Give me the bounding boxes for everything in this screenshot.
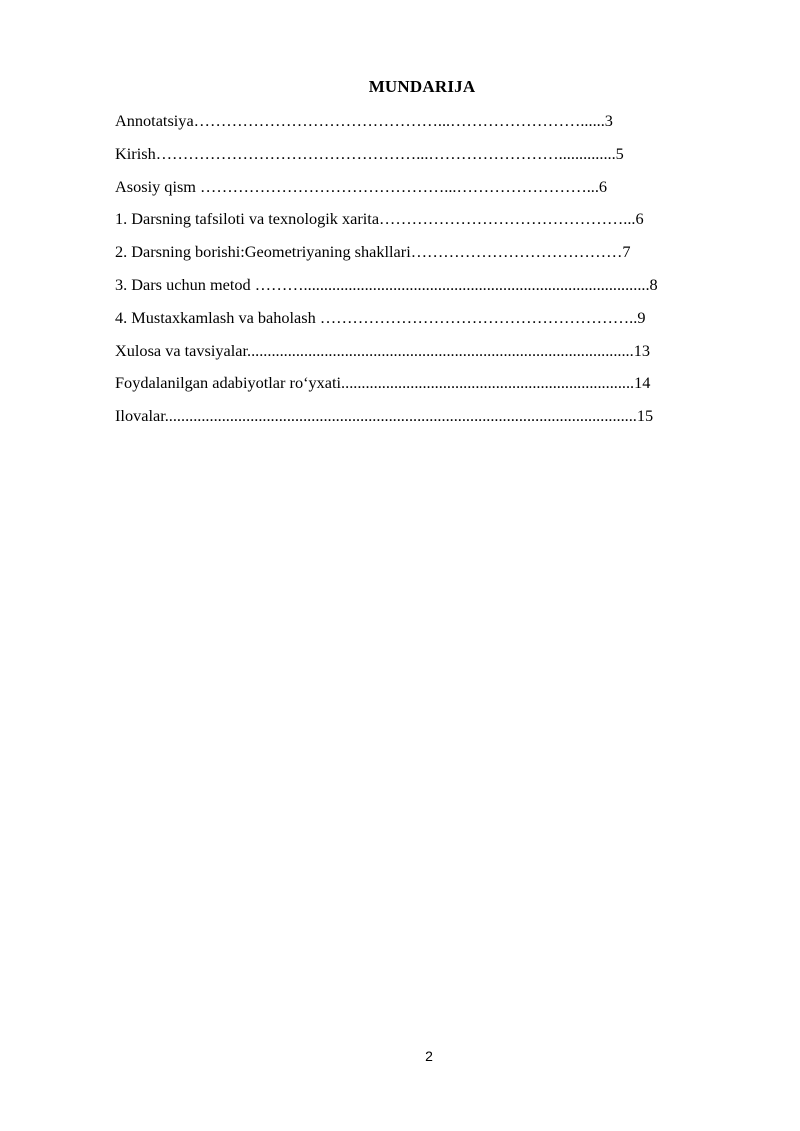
toc-entry-kirish: Kirish…………………………………………...……………………..............5 — [115, 143, 624, 163]
page-title: MUNDARIJA — [368, 77, 476, 96]
toc-entry-adabiyotlar: Foydalanilgan adabiyotlar ro‘yxati........................................................................14 — [115, 373, 651, 393]
toc-entry-section-3: 3. Dars uchun metod ……….....................................................................................8 — [115, 274, 658, 294]
toc-entry-xulosa: Xulosa va tavsiyalar...............................................................................................13 — [115, 340, 650, 360]
page-number: 2 — [425, 1048, 433, 1064]
toc-entry-section-2: 2. Darsning borishi:Geometriyaning shakllari…………………………………7 — [115, 242, 631, 262]
toc-entry-ilovalar: Ilovalar....................................................................................................................15 — [115, 406, 654, 426]
toc-entry-section-1: 1. Darsning tafsiloti va texnologik xarita………………………………………...6 — [115, 209, 644, 229]
toc-entry-asosiy-qism: Asosiy qism ………………………………………...……………………...6 — [115, 176, 608, 196]
toc-entry-annotatsiya: Annotatsiya………………………………………...……………………......3 — [115, 111, 613, 130]
table-of-contents — [115, 109, 658, 437]
toc-entry-section-4: 4. Mustaxkamlash va baholash …………………………………………………..9 — [115, 307, 646, 327]
